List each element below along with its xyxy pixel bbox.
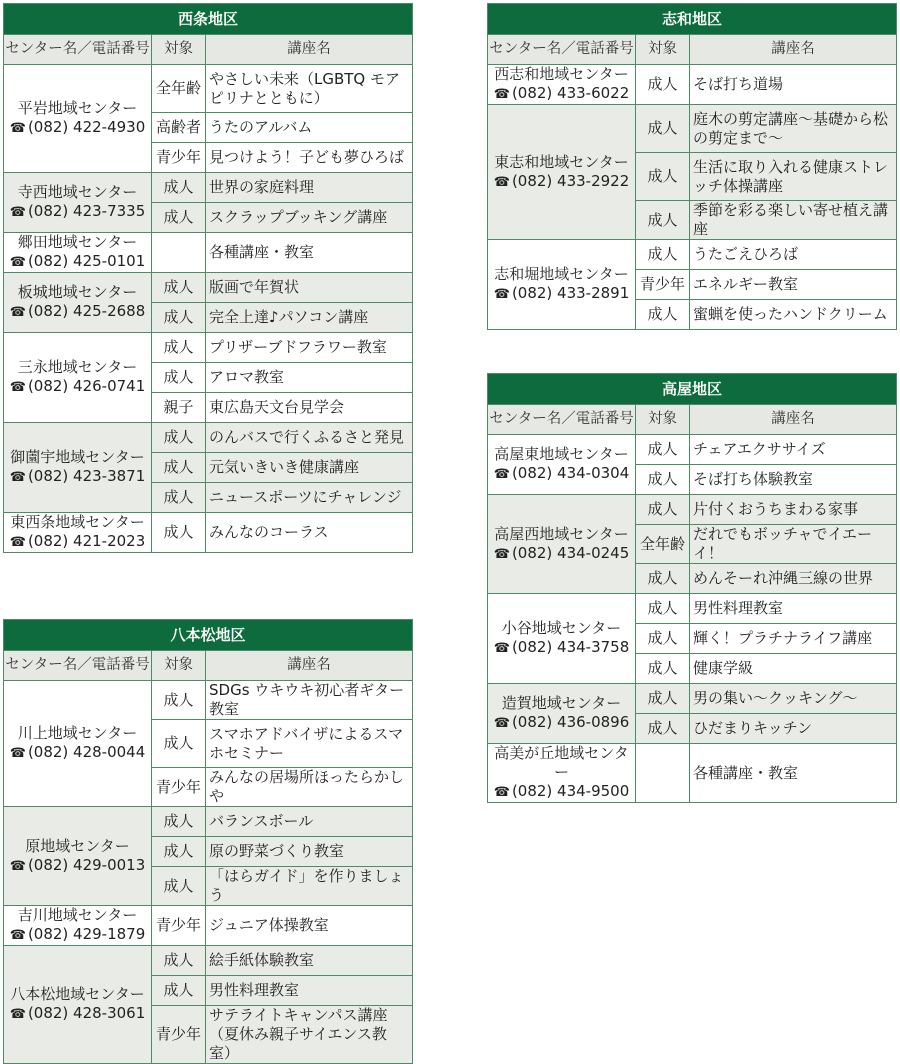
phone-number: (082) 423-7335 xyxy=(27,202,146,220)
center-cell xyxy=(4,906,152,946)
course-cell: 原の野菜づくり教室 xyxy=(206,837,413,867)
table-row xyxy=(488,240,897,270)
table-row xyxy=(4,807,413,837)
header-target: 対象 xyxy=(152,35,206,65)
district-title: 高屋地区 xyxy=(488,374,897,405)
course-cell: バランスボール xyxy=(206,807,413,837)
header-center: センター名／電話番号 xyxy=(488,35,636,65)
target-cell: 成人 xyxy=(152,681,206,720)
course-cell: 季節を彩る楽しい寄せ植え講座 xyxy=(690,201,897,240)
center-cell xyxy=(488,240,636,330)
center-phone xyxy=(490,782,633,802)
phone-icon: ☎ xyxy=(493,546,510,562)
course-cell: だれでもボッチャでイエーイ！ xyxy=(690,525,897,564)
course-cell: 絵手紙体験教室 xyxy=(206,946,413,976)
table-row xyxy=(488,744,897,803)
table-row xyxy=(4,906,413,946)
table-row xyxy=(4,173,413,203)
phone-number: (082) 428-0044 xyxy=(27,743,146,761)
center-cell xyxy=(488,495,636,594)
course-cell: 蜜蝋を使ったハンドクリーム xyxy=(690,300,897,330)
district-table xyxy=(3,619,413,1064)
course-cell: 男性料理教室 xyxy=(206,976,413,1006)
table-row xyxy=(4,65,413,113)
phone-icon: ☎ xyxy=(493,87,510,102)
target-cell: 青少年 xyxy=(152,1006,206,1064)
phone-icon: ☎ xyxy=(9,858,26,874)
center-phone xyxy=(490,84,633,104)
district-title: 八本松地区 xyxy=(4,620,413,651)
target-cell: 成人 xyxy=(636,435,690,465)
district-hachihonmatsu xyxy=(3,619,413,1064)
phone-icon: ☎ xyxy=(493,287,510,302)
center-cell xyxy=(4,423,152,513)
phone-number: (082) 434-0245 xyxy=(511,543,630,562)
course-cell: そば打ち体験教室 xyxy=(690,465,897,495)
district-saijo xyxy=(3,3,413,553)
course-cell: スクラップブッキング講座 xyxy=(206,203,413,233)
target-cell: 青少年 xyxy=(152,906,206,946)
center-cell xyxy=(488,684,636,744)
center-cell xyxy=(488,744,636,803)
center-name: 原地域センター xyxy=(25,836,130,855)
header-course: 講座名 xyxy=(690,405,897,435)
target-cell: 成人 xyxy=(636,594,690,624)
target-cell: 成人 xyxy=(636,564,690,594)
course-cell: 元気いきいき健康講座 xyxy=(206,453,413,483)
phone-icon: ☎ xyxy=(493,641,510,656)
course-cell: 東広島天文台見学会 xyxy=(206,393,413,423)
phone-icon: ☎ xyxy=(9,121,26,136)
header-course: 講座名 xyxy=(206,651,413,681)
center-phone xyxy=(6,302,149,322)
header-course: 講座名 xyxy=(690,35,897,65)
course-cell: 各種講座・教室 xyxy=(690,744,897,803)
course-cell: ひだまりキッチン xyxy=(690,714,897,744)
target-cell: 青少年 xyxy=(152,768,206,807)
phone-icon: ☎ xyxy=(9,205,26,220)
center-phone xyxy=(490,284,633,304)
center-cell xyxy=(4,333,152,423)
course-cell: やさしい未来（LGBTQ モアピリナとともに） xyxy=(206,65,413,113)
phone-icon: ☎ xyxy=(493,785,510,800)
header-target: 対象 xyxy=(636,405,690,435)
center-name: 東志和地域センター xyxy=(494,152,629,171)
center-name: 吉川地域センター xyxy=(17,906,138,924)
phone-icon: ☎ xyxy=(9,255,26,270)
target-cell: 成人 xyxy=(636,201,690,240)
center-cell xyxy=(488,105,636,240)
target-cell: 青少年 xyxy=(152,143,206,173)
course-cell: 片付くおうちまわる家事 xyxy=(690,495,897,525)
target-cell: 成人 xyxy=(636,105,690,153)
target-cell: 成人 xyxy=(152,837,206,867)
phone-number: (082) 429-0013 xyxy=(27,855,146,874)
center-cell xyxy=(4,173,152,233)
course-cell: のんバスで行くふるさと発見 xyxy=(206,423,413,453)
center-name: 郷田地域センター xyxy=(17,233,138,251)
center-phone xyxy=(490,172,633,192)
center-phone xyxy=(6,118,149,138)
center-phone xyxy=(6,532,149,552)
district-table xyxy=(487,3,897,330)
course-cell: SDGs ウキウキ初心者ギター教室 xyxy=(206,681,413,720)
course-cell: チェアエクササイズ xyxy=(690,435,897,465)
center-name: 東西条地域センター xyxy=(10,513,145,531)
center-name: 寺西地域センター xyxy=(17,183,138,201)
header-course: 講座名 xyxy=(206,35,413,65)
target-cell: 成人 xyxy=(636,654,690,684)
phone-number: (082) 433-6022 xyxy=(511,84,630,102)
target-cell xyxy=(152,233,206,273)
target-cell: 成人 xyxy=(636,495,690,525)
center-cell xyxy=(488,435,636,495)
table-row xyxy=(488,435,897,465)
phone-number: (082) 421-2023 xyxy=(27,532,146,550)
course-cell: 健康学級 xyxy=(690,654,897,684)
center-name: 川上地域センター xyxy=(17,724,138,742)
center-name: 西志和地域センター xyxy=(494,65,629,83)
center-cell xyxy=(4,273,152,333)
district-title: 西条地区 xyxy=(4,4,413,35)
center-phone xyxy=(6,467,149,487)
center-cell xyxy=(4,807,152,906)
target-cell: 成人 xyxy=(636,300,690,330)
target-cell: 全年齢 xyxy=(636,525,690,564)
center-phone xyxy=(490,544,633,564)
phone-icon: ☎ xyxy=(9,535,26,550)
phone-number: (082) 425-0101 xyxy=(27,252,146,270)
table-row xyxy=(4,273,413,303)
table-row xyxy=(4,681,413,720)
table-row xyxy=(4,946,413,976)
phone-number: (082) 425-2688 xyxy=(27,302,146,320)
phone-number: (082) 423-3871 xyxy=(27,467,146,485)
course-cell: 生活に取り入れる健康ストレッチ体操講座 xyxy=(690,153,897,201)
phone-icon: ☎ xyxy=(9,928,26,943)
center-name: 志和堀地域センター xyxy=(494,265,629,283)
course-cell: うたごえひろば xyxy=(690,240,897,270)
course-cell: 輝く！プラチナライフ講座 xyxy=(690,624,897,654)
center-phone xyxy=(6,743,149,763)
phone-number: (082) 429-1879 xyxy=(27,925,146,943)
target-cell: 成人 xyxy=(152,807,206,837)
course-cell: 各種講座・教室 xyxy=(206,233,413,273)
center-cell xyxy=(4,65,152,173)
center-name: 板城地域センター xyxy=(17,283,138,301)
target-cell: 成人 xyxy=(152,867,206,906)
phone-icon: ☎ xyxy=(493,467,510,482)
course-cell: 版画で年賀状 xyxy=(206,273,413,303)
course-cell: ニュースポーツにチャレンジ xyxy=(206,483,413,513)
center-phone xyxy=(6,252,149,272)
header-center: センター名／電話番号 xyxy=(4,35,152,65)
phone-number: (082) 434-0304 xyxy=(511,464,630,482)
target-cell: 成人 xyxy=(152,273,206,303)
header-target: 対象 xyxy=(152,651,206,681)
phone-icon: ☎ xyxy=(9,470,26,485)
target-cell: 成人 xyxy=(152,976,206,1006)
phone-icon: ☎ xyxy=(9,746,26,761)
center-cell xyxy=(4,233,152,273)
course-cell: 見つけよう！子ども夢ひろば xyxy=(206,143,413,173)
phone-number: (082) 433-2922 xyxy=(511,171,630,190)
district-table xyxy=(3,3,413,553)
center-name: 八本松地域センター xyxy=(10,985,145,1003)
center-phone xyxy=(6,377,149,397)
center-phone xyxy=(490,638,633,658)
course-cell: エネルギー教室 xyxy=(690,270,897,300)
course-cell: プリザーブドフラワー教室 xyxy=(206,333,413,363)
center-name: 高屋西地域センター xyxy=(494,524,629,543)
phone-icon: ☎ xyxy=(493,174,510,190)
phone-number: (082) 434-9500 xyxy=(511,782,630,800)
phone-number: (082) 436-0896 xyxy=(511,713,630,731)
target-cell: 成人 xyxy=(152,453,206,483)
phone-number: (082) 434-3758 xyxy=(511,638,630,656)
table-row xyxy=(4,423,413,453)
table-row xyxy=(4,233,413,273)
table-row xyxy=(488,594,897,624)
course-cell: みんなの居場所ほったらかしや xyxy=(206,768,413,807)
target-cell: 成人 xyxy=(636,714,690,744)
course-cell: みんなのコーラス xyxy=(206,513,413,553)
target-cell: 成人 xyxy=(152,513,206,553)
target-cell: 成人 xyxy=(636,684,690,714)
district-takaya xyxy=(487,373,897,803)
target-cell: 成人 xyxy=(152,173,206,203)
target-cell: 成人 xyxy=(152,203,206,233)
phone-number: (082) 422-4930 xyxy=(27,118,146,136)
course-cell: 男性料理教室 xyxy=(690,594,897,624)
center-phone xyxy=(490,464,633,484)
center-name: 三永地域センター xyxy=(17,358,138,376)
phone-icon: ☎ xyxy=(493,716,510,731)
target-cell xyxy=(636,744,690,803)
district-title: 志和地区 xyxy=(488,4,897,35)
course-cell: そば打ち道場 xyxy=(690,65,897,105)
target-cell: 成人 xyxy=(636,153,690,201)
center-name: 造賀地域センター xyxy=(501,694,622,712)
center-cell xyxy=(4,681,152,807)
target-cell: 成人 xyxy=(152,946,206,976)
center-name: 小谷地域センター xyxy=(501,619,622,637)
target-cell: 親子 xyxy=(152,393,206,423)
target-cell: 成人 xyxy=(636,65,690,105)
center-cell xyxy=(4,513,152,553)
course-cell: サテライトキャンパス講座（夏休み親子サイエンス教室） xyxy=(206,1006,413,1064)
table-row xyxy=(488,684,897,714)
phone-number: (082) 426-0741 xyxy=(27,377,146,395)
target-cell: 成人 xyxy=(636,465,690,495)
course-cell: 男の集い～クッキング～ xyxy=(690,684,897,714)
center-phone xyxy=(6,925,149,945)
center-phone xyxy=(490,713,633,733)
phone-number: (082) 428-3061 xyxy=(27,1004,146,1022)
center-name: 高美が丘地域センター xyxy=(494,744,629,781)
target-cell: 成人 xyxy=(152,483,206,513)
center-name: 平岩地域センター xyxy=(17,99,138,117)
phone-icon: ☎ xyxy=(9,380,26,395)
table-row xyxy=(488,105,897,153)
center-name: 御薗宇地域センター xyxy=(10,448,145,466)
target-cell: 成人 xyxy=(636,624,690,654)
phone-icon: ☎ xyxy=(9,1007,26,1022)
target-cell: 成人 xyxy=(152,423,206,453)
phone-icon: ☎ xyxy=(9,305,26,320)
target-cell: 成人 xyxy=(636,240,690,270)
header-center: センター名／電話番号 xyxy=(4,651,152,681)
course-cell: うたのアルバム xyxy=(206,113,413,143)
header-target: 対象 xyxy=(636,35,690,65)
center-phone xyxy=(6,1004,149,1024)
table-row xyxy=(4,513,413,553)
center-name: 高屋東地域センター xyxy=(494,445,629,463)
table-row xyxy=(488,65,897,105)
center-phone xyxy=(6,856,149,876)
center-phone xyxy=(6,202,149,222)
target-cell: 成人 xyxy=(152,303,206,333)
course-cell: めんそーれ沖縄三線の世界 xyxy=(690,564,897,594)
target-cell: 全年齢 xyxy=(152,65,206,113)
course-cell: アロマ教室 xyxy=(206,363,413,393)
district-shiwa xyxy=(487,3,897,330)
course-cell: スマホアドバイザによるスマホセミナー xyxy=(206,720,413,768)
table-row xyxy=(4,333,413,363)
district-table xyxy=(487,373,897,803)
course-cell: ジュニア体操教室 xyxy=(206,906,413,946)
header-center: センター名／電話番号 xyxy=(488,405,636,435)
target-cell: 成人 xyxy=(152,363,206,393)
target-cell: 青少年 xyxy=(636,270,690,300)
table-row xyxy=(488,495,897,525)
target-cell: 高齢者 xyxy=(152,113,206,143)
target-cell: 成人 xyxy=(152,333,206,363)
center-cell xyxy=(488,65,636,105)
target-cell: 成人 xyxy=(152,720,206,768)
phone-number: (082) 433-2891 xyxy=(511,284,630,302)
center-cell xyxy=(4,946,152,1064)
center-cell xyxy=(488,594,636,684)
course-cell: 「はらガイド」を作りましょう xyxy=(206,867,413,906)
course-cell: 世界の家庭料理 xyxy=(206,173,413,203)
course-cell: 完全上達♪パソコン講座 xyxy=(206,303,413,333)
course-cell: 庭木の剪定講座～基礎から松の剪定まで～ xyxy=(690,105,897,153)
